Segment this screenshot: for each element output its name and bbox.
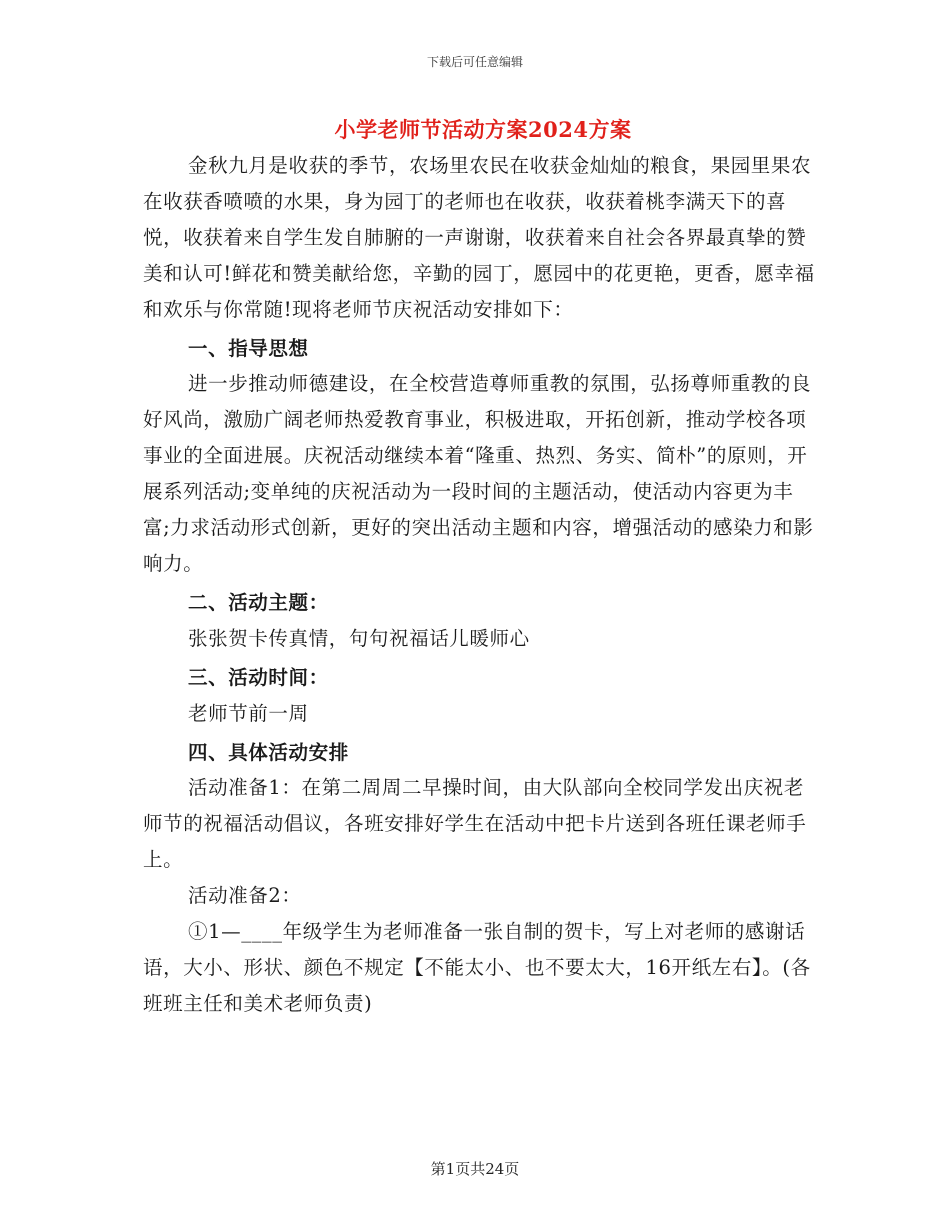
preparation-2-label: 活动准备2：	[188, 884, 302, 908]
theme-text: 张张贺卡传真情，句句祝福话儿暖师心	[188, 626, 530, 650]
guiding-ideology-paragraph: 进一步推动师德建设，在全校营造尊师重教的氛围，弘扬尊师重教的良好风尚，激励广阔老师热爱教育事业，积极进取，开拓创新，推动学校各项事业的全面进展。庆祝活动继续本着“隆重、热烈、务实、简朴”的原则，开展系列活动;变单纯的庆祝活动为一段时间的主题活动，使活动内容更为丰富;力求活动形式创新，更好的突出活动主题和内容，增强活动的感染力和影响力。	[143, 372, 814, 575]
document-title: 小学老师节活动方案2024方案	[334, 117, 632, 142]
time-text: 老师节前一周	[188, 701, 309, 725]
section-heading-guiding-ideology: 一、指导思想	[188, 336, 309, 360]
section-heading-theme: 二、活动主题：	[188, 590, 329, 614]
page-number: 第1页共24页	[430, 1160, 520, 1178]
preparation-1-paragraph: 活动准备1：在第二周周二早操时间，由大队部向全校同学发出庆祝老师节的祝福活动倡议，各班安排好学生在活动中把卡片送到各班任课老师手上。	[143, 776, 807, 872]
section-heading-time: 三、活动时间：	[188, 665, 329, 689]
header-note: 下载后可任意编辑	[426, 55, 523, 69]
section-heading-arrangements: 四、具体活动安排	[188, 740, 349, 764]
intro-paragraph: 金秋九月是收获的季节，农场里农民在收获金灿灿的粮食，果园里果农在收获香喷喷的水果，身为园丁的老师也在收获，收获着桃李满天下的喜悦，收获着来自学生发自肺腑的一声谢谢，收获着来自社会各界最真挚的赞美和认可!鲜花和赞美献给您，辛勤的园丁，愿园中的花更艳，更香，愿幸福和欢乐与你常随!现将老师节庆祝活动安排如下：	[143, 154, 815, 321]
preparation-2-item-1: ①1—____年级学生为老师准备一张自制的贺卡，写上对老师的感谢话语，大小、形状、颜色不规定【不能太小、也不要太大，16开纸左右】。(各班班主任和美术老师负责)	[143, 920, 811, 1015]
document-body	[143, 148, 815, 1022]
